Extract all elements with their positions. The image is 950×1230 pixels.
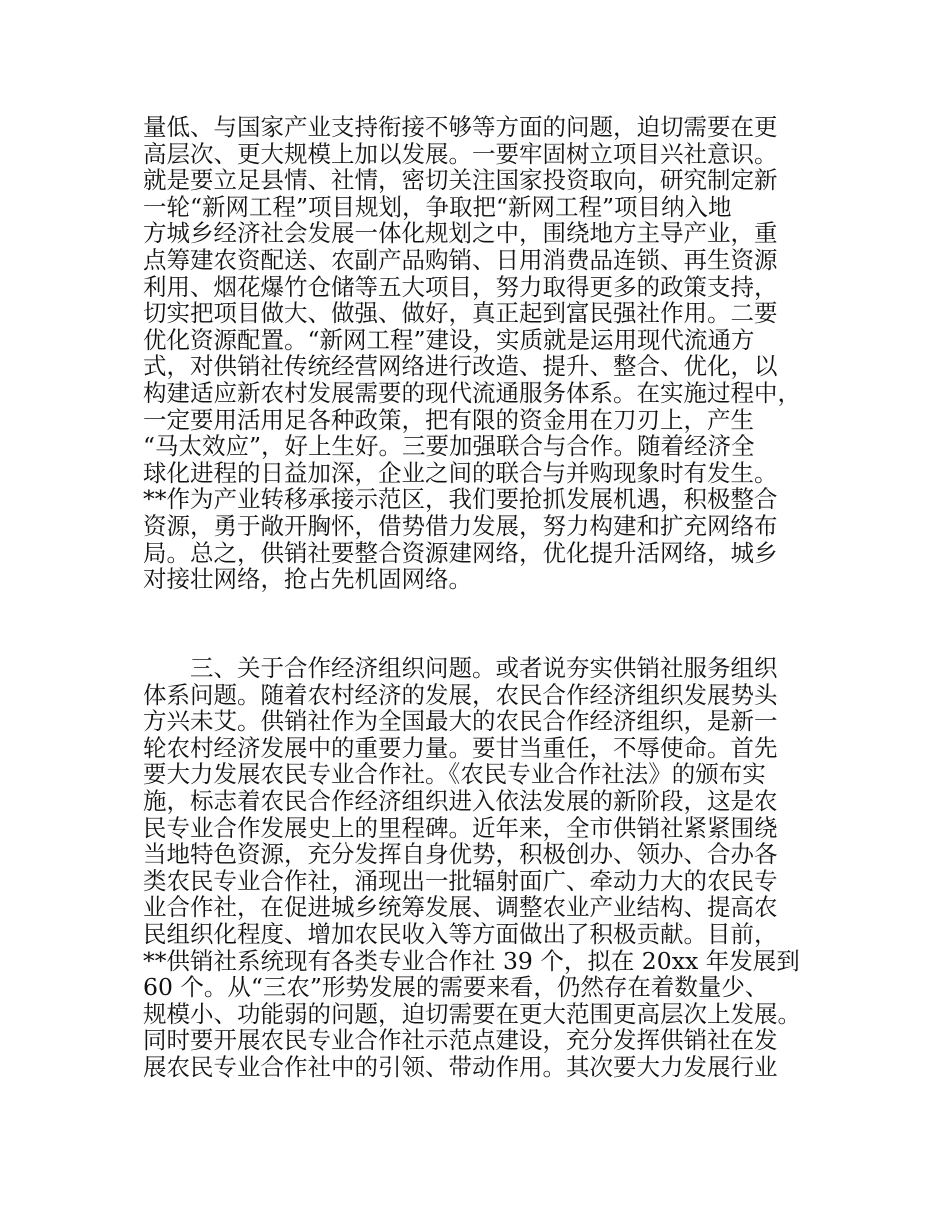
text-line: 利用、烟花爆竹仓储等五大项目，努力取得更多的政策支持， (143, 272, 778, 301)
text-line: 量低、与国家产业支持衔接不够等方面的问题，迫切需要在更 (143, 113, 778, 141)
text-line: 三、关于合作经济组织问题。或者说夯实供销社服务组织 (143, 654, 778, 682)
text-line: 球化进程的日益加深，企业之间的联合与并购现象时有发生。 (143, 458, 778, 487)
text-line: 体系问题。随着农村经济的发展，农民合作经济组织发展势头 (143, 680, 778, 709)
text-line: 构建适应新农村发展需要的现代流通服务体系。在实施过程中， (143, 378, 801, 407)
text-line: 施，标志着农民合作经济组织进入依法发展的新阶段，这是农 (143, 786, 778, 815)
text-line: 一定要用活用足各种政策，把有限的资金用在刀刃上，产生 (143, 405, 754, 434)
text-line: 规模小、功能弱的问题，迫切需要在更大范围更高层次上发展。 (143, 999, 801, 1028)
text-line: 式，对供销社传统经营网络进行改造、提升、整合、优化，以 (143, 352, 778, 381)
text-line: 业合作社，在促进城乡统筹发展、调整农业产业结构、提高农 (143, 893, 778, 922)
text-line: 切实把项目做大、做强、做好，真正起到富民强社作用。二要 (143, 299, 778, 328)
text-line: 就是要立足县情、社情，密切关注国家投资取向，研究制定新 (143, 166, 778, 195)
text-line: “马太效应”，好上生好。三要加强联合与合作。随着经济全 (143, 432, 755, 461)
text-line: 对接壮网络，抢占先机固网络。 (143, 565, 472, 594)
text-line: 要大力发展农民专业合作社。《农民专业合作社法》的颁布实 (143, 760, 766, 789)
text-line: 民专业合作发展史上的里程碑。近年来，全市供销社紧紧围绕 (143, 813, 778, 842)
text-line: 点筹建农资配送、农副产品购销、日用消费品连锁、再生资源 (143, 245, 778, 274)
text-line: 资源，勇于敞开胸怀，借势借力发展，努力构建和扩充网络布 (143, 511, 778, 540)
text-line: 同时要开展农民专业合作社示范点建设，充分发挥供销社在发 (143, 1026, 778, 1055)
text-line: 60 个。从“三农”形势发展的需要来看，仍然存在着数量少、 (143, 973, 769, 1002)
text-line: 方城乡经济社会发展一体化规划之中，围绕地方主导产业，重 (143, 219, 778, 248)
text-line: 局。总之，供销社要整合资源建网络，优化提升活网络，城乡 (143, 538, 778, 567)
text-line: 展农民专业合作社中的引领、带动作用。其次要大力发展行业 (143, 1052, 778, 1081)
text-line: 类农民专业合作社，涌现出一批辐射面广、牵动力大的农民专 (143, 866, 778, 895)
text-line: 民组织化程度、增加农民收入等方面做出了积极贡献。目前， (143, 919, 778, 948)
paragraph-network-projects (143, 114, 833, 593)
text-line: 方兴未艾。供销社作为全国最大的农民合作经济组织，是新一 (143, 707, 778, 736)
paragraph-cooperative-organizations (143, 655, 833, 1081)
text-line: **供销社系统现有各类专业合作社 39 个，拟在 20xx 年发展到 (143, 946, 800, 975)
text-line: 高层次、更大规模上加以发展。一要牢固树立项目兴社意识。 (143, 139, 778, 168)
text-line: **作为产业转移承接示范区，我们要抢抓发展机遇，积极整合 (143, 485, 778, 514)
text-line: 当地特色资源，充分发挥自身优势，积极创办、领办、合办各 (143, 840, 778, 869)
text-line: 一轮“新网工程”项目规划，争取把“新网工程”项目纳入地 (143, 192, 732, 221)
text-line: 轮农村经济发展中的重要力量。要甘当重任，不辱使命。首先 (143, 733, 778, 762)
text-line: 优化资源配置。“新网工程”建设，实质就是运用现代流通方 (143, 325, 755, 354)
